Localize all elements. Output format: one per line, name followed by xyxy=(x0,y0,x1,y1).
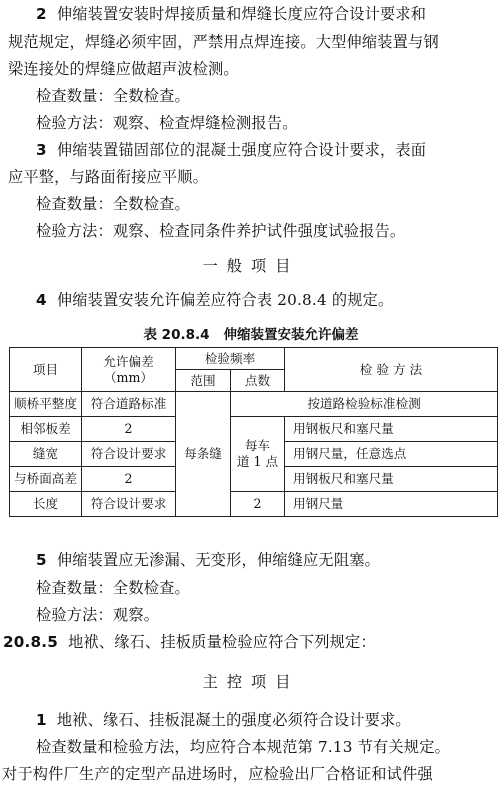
paragraph-1-line-2: 检查数量和检验方法，均应符合本规范第 7.13 节有关规定。 xyxy=(36,738,450,756)
row-item: 相邻板差 xyxy=(10,417,82,442)
general-items-heading: 一般项目 xyxy=(202,257,300,275)
table-row xyxy=(10,392,498,417)
paragraph-2-quantity: 检查数量：全数检查。 xyxy=(36,87,190,105)
paragraph-1: 1 地袱、缘石、挂板混凝土的强度必须符合设计要求。 xyxy=(36,711,411,729)
main-items-heading: 主控项目 xyxy=(202,673,300,691)
header-points: 点数 xyxy=(231,370,285,392)
paragraph-4: 4 伸缩装置安装允许偏差应符合表 20.8.4 的规定。 xyxy=(36,291,394,309)
row-tolerance: 符合道路标准 xyxy=(82,392,176,417)
row-tolerance: 2 xyxy=(82,417,176,442)
paragraph-3-quantity: 检查数量：全数检查。 xyxy=(36,195,190,213)
paragraph-3-line-1: 3 伸缩装置锚固部位的混凝土强度应符合设计要求，表面 xyxy=(36,141,427,159)
row-points: 2 xyxy=(231,492,285,517)
paragraph-3-method: 检验方法：观察、检查同条件养护试件强度试验报告。 xyxy=(36,222,406,240)
table-header-row xyxy=(10,348,498,370)
item-number: 1 xyxy=(36,711,47,729)
table-row xyxy=(10,417,498,442)
header-method: 检 验 方 法 xyxy=(285,348,498,392)
section-number: 20.8.5 xyxy=(3,633,59,651)
item-number: 2 xyxy=(36,5,47,23)
item-number: 5 xyxy=(36,551,47,569)
paragraph-1-line-3: 对于构件厂生产的定型产品进场时，应检验出厂合格证和试件强 xyxy=(2,765,433,783)
table-caption xyxy=(0,323,502,343)
item-number: 4 xyxy=(36,291,47,309)
row-item: 顺桥平整度 xyxy=(10,392,82,417)
row-method: 用钢板尺和塞尺量 xyxy=(285,467,498,492)
paragraph-2-line-3: 梁连接处的焊缝应做超声波检测。 xyxy=(8,60,239,78)
points-merged-cell: 每车 道 1 点 xyxy=(231,417,285,492)
table-title: 伸缩装置安装允许偏差 xyxy=(223,327,359,343)
paragraph-2-method: 检验方法：观察、检查焊缝检测报告。 xyxy=(36,114,298,132)
row-item: 与桥面高差 xyxy=(10,467,82,492)
paragraph-2-line-2: 规范规定，焊缝必须牢固，严禁用点焊连接。大型伸缩装置与钢 xyxy=(8,33,439,51)
row-tolerance: 符合设计要求 xyxy=(82,442,176,467)
table-number: 表 20.8.4 xyxy=(143,327,210,343)
header-range: 范围 xyxy=(176,370,231,392)
row-tolerance: 符合设计要求 xyxy=(82,492,176,517)
tolerance-table xyxy=(9,347,498,517)
paragraph-2-line-1: 2 伸缩装置安装时焊接质量和焊缝长度应符合设计要求和 xyxy=(36,5,427,23)
header-tolerance: 允许偏差 （mm） xyxy=(82,348,176,392)
paragraph-3-line-2: 应平整，与路面衔接应平顺。 xyxy=(8,168,209,186)
table-row xyxy=(10,492,498,517)
row-item: 长度 xyxy=(10,492,82,517)
row-item: 缝宽 xyxy=(10,442,82,467)
row-tolerance: 2 xyxy=(82,467,176,492)
header-frequency: 检验频率 xyxy=(176,348,285,370)
row-method: 用钢尺量 xyxy=(285,492,498,517)
paragraph-5-method: 检验方法：观察。 xyxy=(36,606,160,624)
header-item: 项目 xyxy=(10,348,82,392)
range-merged-cell: 每条缝 xyxy=(176,392,231,517)
item-number: 3 xyxy=(36,141,47,159)
row-method: 用钢尺量，任意选点 xyxy=(285,442,498,467)
paragraph-5-quantity: 检查数量：全数检查。 xyxy=(36,579,190,597)
section-20-8-5: 20.8.5 地袱、缘石、挂板质量检验应符合下列规定： xyxy=(3,633,376,651)
row-method: 用钢板尺和塞尺量 xyxy=(285,417,498,442)
row-method-merged: 按道路检验标准检测 xyxy=(231,392,498,417)
paragraph-5: 5 伸缩装置应无渗漏、无变形，伸缩缝应无阻塞。 xyxy=(36,551,380,569)
